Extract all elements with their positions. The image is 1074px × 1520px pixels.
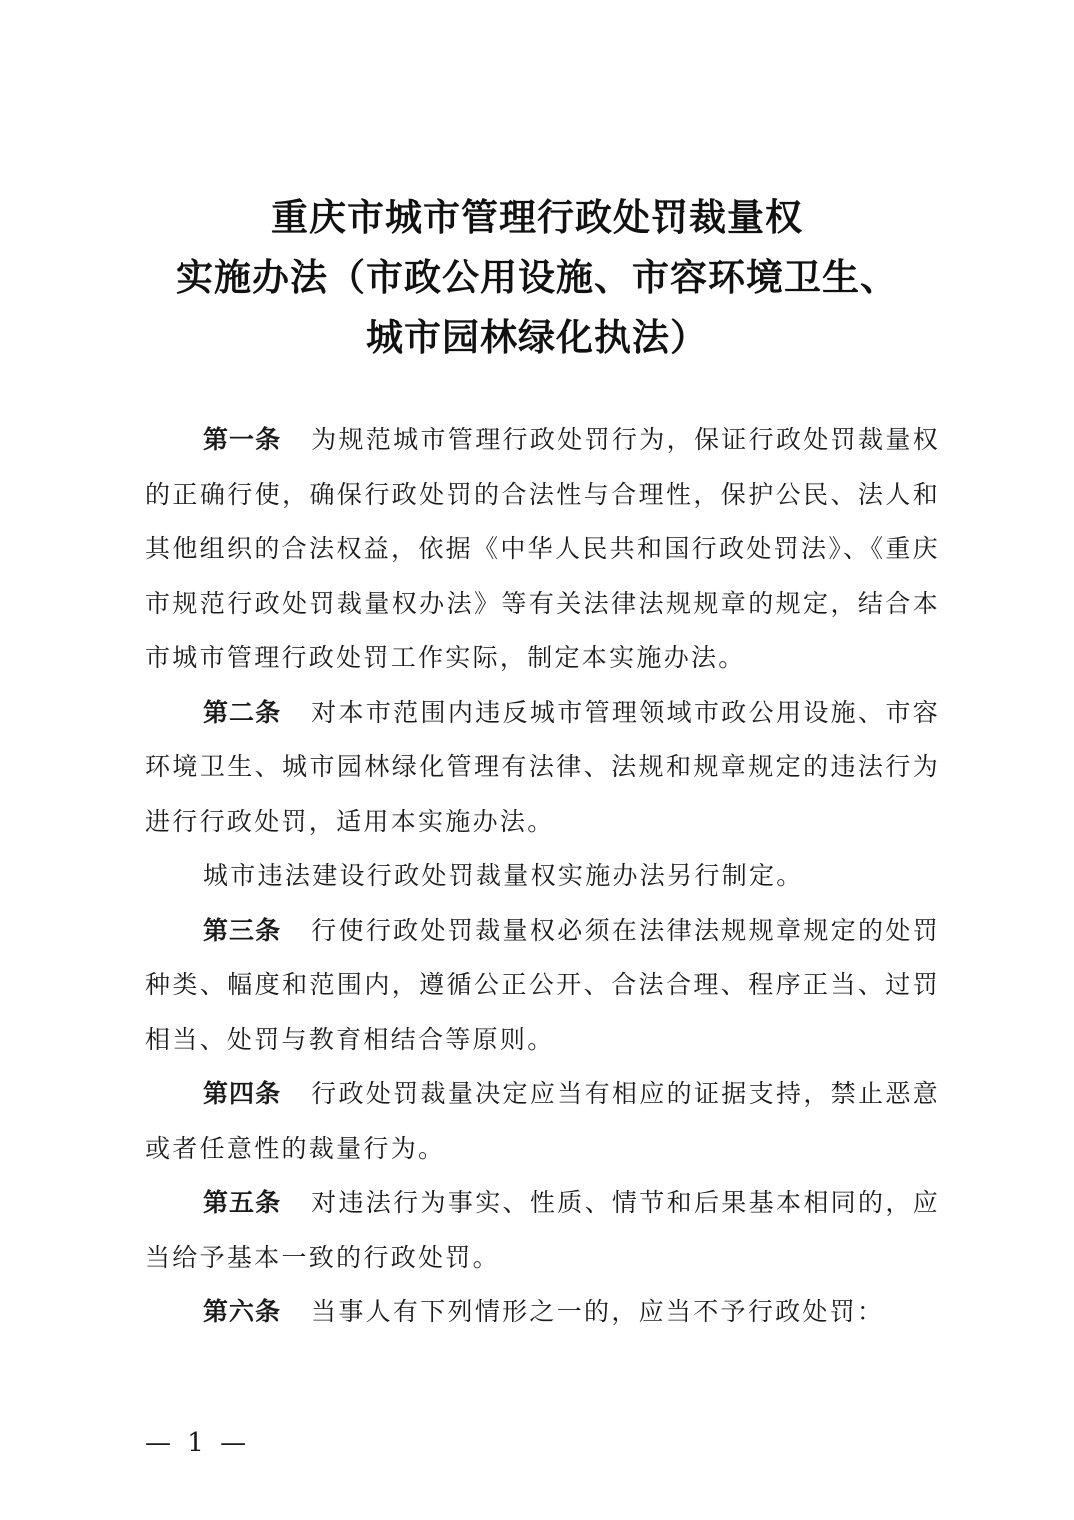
article-3 xyxy=(145,904,940,1068)
article-number: 第六条 xyxy=(203,1297,282,1326)
article-text: 对本市范围内违反城市管理领域市政公用设施、市容环境卫生、城市园林绿化管理有法律、法规和规章规定的违法行为进行行政处罚，适用本实施办法。 xyxy=(145,697,940,836)
article-2 xyxy=(145,686,940,850)
article-4 xyxy=(145,1067,940,1176)
article-text: 当事人有下列情形之一的，应当不予行政处罚： xyxy=(311,1297,885,1326)
article-6 xyxy=(145,1285,940,1340)
article-number: 第五条 xyxy=(203,1188,282,1217)
article-5 xyxy=(145,1176,940,1285)
document-title xyxy=(0,188,1074,368)
article-text: 对违法行为事实、性质、情节和后果基本相同的，应当给予基本一致的行政处罚。 xyxy=(145,1188,940,1272)
article-2-supplement xyxy=(145,849,940,904)
article-number: 第一条 xyxy=(203,425,282,454)
article-text: 行政处罚裁量决定应当有相应的证据支持，禁止恶意或者任意性的裁量行为。 xyxy=(145,1079,940,1163)
article-number: 第二条 xyxy=(203,697,282,727)
article-text: 为规范城市管理行政处罚行为，保证行政处罚裁量权的正确行使，确保行政处罚的合法性与合理性，保护公民、法人和其他组织的合法权益，依据《中华人民共和国行政处罚法》、《重庆市规范行政处罚裁量权办法》等有关法律法规规章的规定，结合本市城市管理行政处罚工作实际，制定本实施办法。 xyxy=(145,425,940,672)
article-1 xyxy=(145,413,940,686)
article-number: 第三条 xyxy=(203,915,282,945)
article-number: 第四条 xyxy=(203,1079,282,1108)
paragraph-text: 城市违法建设行政处罚裁量权实施办法另行制定。 xyxy=(203,861,804,890)
page-number: — 1 — xyxy=(145,1428,251,1458)
title-line-3: 城市园林绿化执法） xyxy=(366,316,708,359)
title-line-2: 实施办法（市政公用设施、市容环境卫生、 xyxy=(176,256,898,299)
article-text: 行使行政处罚裁量权必须在法律法规规章规定的处罚种类、幅度和范围内，遵循公正公开、合法合理、程序正当、过罚相当、处罚与教育相结合等原则。 xyxy=(145,915,940,1054)
title-line-1: 重庆市城市管理行政处罚裁量权 xyxy=(271,196,803,239)
document-body xyxy=(145,413,940,1340)
